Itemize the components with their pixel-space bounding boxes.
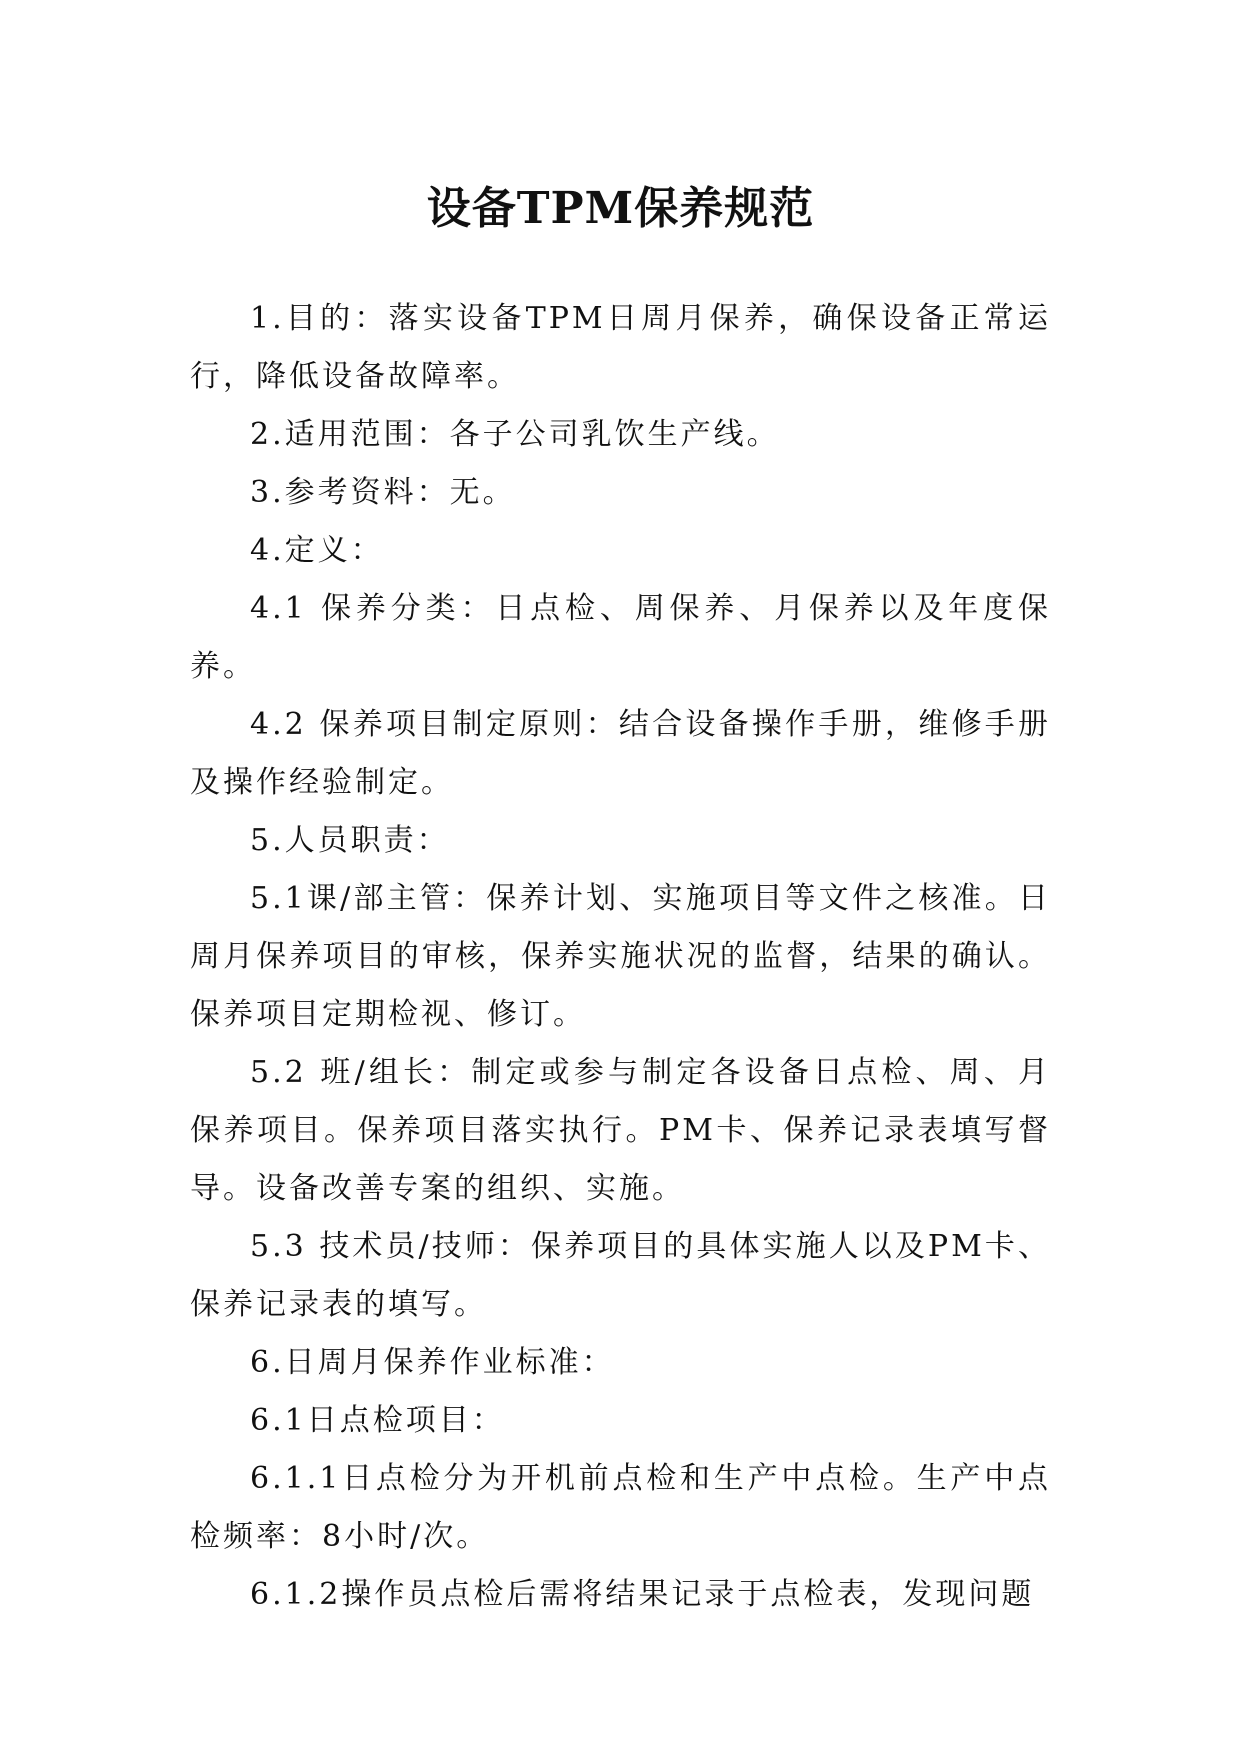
- section-2-scope: 2.适用范围：各子公司乳饮生产线。: [250, 417, 780, 452]
- section-3-references: 3.参考资料：无。: [250, 475, 516, 510]
- section-5-1-supervisor: 5.1课/部主管：保养计划、实施项目等文件之核准。日周月保养项目的审核，保养实施状况的监督，结果的确认。保养项目定期检视、修订。: [190, 881, 1051, 1032]
- section-5-2-team-leader: 5.2 班/组长：制定或参与制定各设备日点检、周、月保养项目。保养项目落实执行。PM卡、保养记录表填写督导。设备改善专案的组织、实施。: [190, 1055, 1051, 1206]
- document-title: 设备TPM保养规范: [426, 183, 815, 235]
- section-4-definitions: 4.定义：: [250, 533, 384, 568]
- section-6-1-2: 6.1.2操作员点检后需将结果记录于点检表，发现问题: [250, 1577, 1035, 1612]
- document-body: [190, 290, 1051, 1624]
- section-1-purpose: 1.目的：落实设备TPM日周月保养，确保设备正常运行，降低设备故障率。: [190, 301, 1051, 394]
- section-6-1-daily-inspection: 6.1日点检项目：: [250, 1403, 505, 1438]
- section-5-responsibilities: 5.人员职责：: [250, 823, 450, 858]
- section-4-2-principles: 4.2 保养项目制定原则：结合设备操作手册，维修手册及操作经验制定。: [190, 707, 1051, 800]
- section-5-3-technician: 5.3 技术员/技师：保养项目的具体实施人以及PM卡、保养记录表的填写。: [190, 1229, 1051, 1322]
- section-4-1-maintenance-types: 4.1 保养分类：日点检、周保养、月保养以及年度保养。: [190, 591, 1051, 684]
- section-6-1-1: 6.1.1日点检分为开机前点检和生产中点检。生产中点检频率：8小时/次。: [190, 1461, 1051, 1554]
- section-6-standards: 6.日周月保养作业标准：: [250, 1345, 615, 1380]
